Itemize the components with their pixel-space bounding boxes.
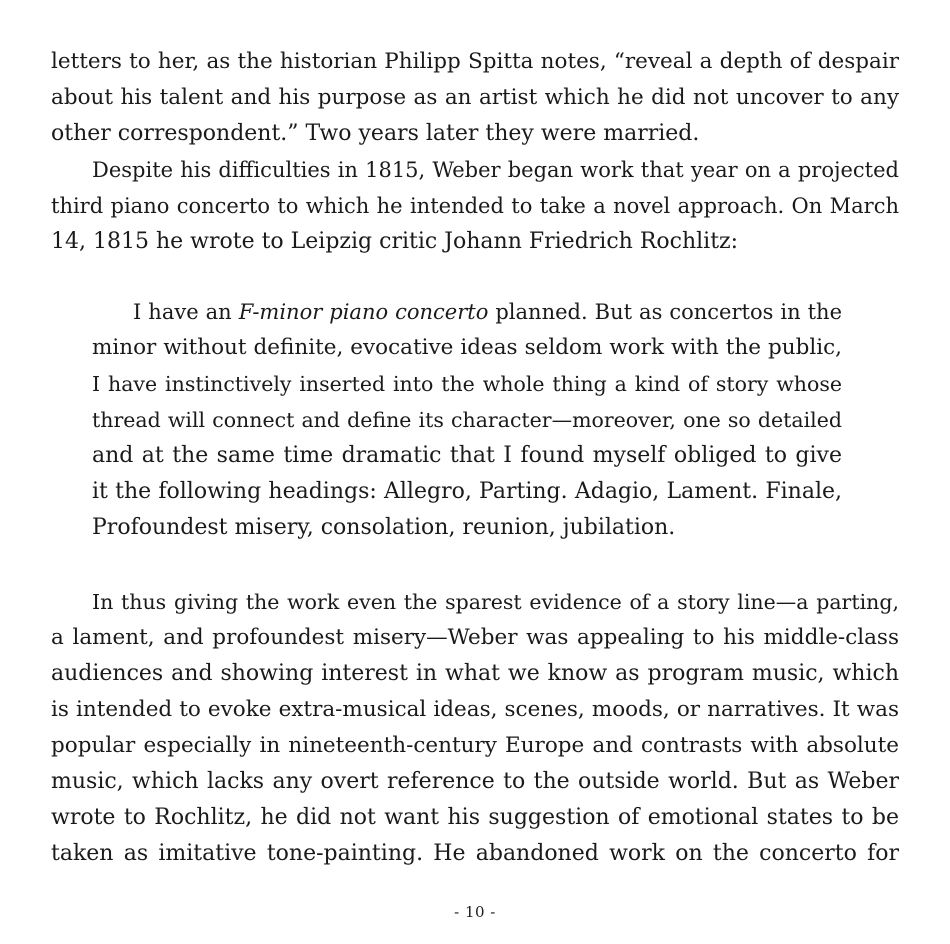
paragraph-3-line-3: audiences and showing interest in what we know as program music, which [51,661,899,686]
paragraph-1-line-1: letters to her, as the historian Philipp Spitta notes, “reveal a depth of despair [51,49,899,74]
paragraph-3 [51,584,899,874]
block-quote-line-3: I have instinctively inserted into the whole thing a kind of story whose [92,372,842,396]
paragraph-3-line-5: popular especially in nineteenth-century Europe and contrasts with absolute [51,733,899,758]
paragraph-1-line-2: about his talent and his purpose as an artist which he did not uncover to any [51,85,899,110]
block-quote-line-6: it the following headings: Allegro, Parting. Adagio, Lament. Finale, [92,479,842,504]
paragraph-3-line-4: is intended to evoke extra-musical ideas, scenes, moods, or narratives. It was [51,697,899,722]
paragraph-3-line-6: music, which lacks any overt reference to the outside world. But as Weber [51,769,899,794]
block-quote-line-5: and at the same time dramatic that I found myself obliged to give [92,443,842,468]
paragraph-3-line-1: In thus giving the work even the sparest evidence of a story line—a parting, [92,590,899,614]
paragraph-2-line-1: Despite his difficulties in 1815, Weber began work that year on a projected [92,158,899,182]
paragraph-3-line-7: wrote to Rochlitz, he did not want his suggestion of emotional states to be [51,805,899,830]
block-quote [92,294,842,548]
block-quote-line-7: Profoundest misery, consolation, reunion, jubilation. [92,515,676,540]
block-quote-line-1-before: I have an [133,300,239,324]
block-quote-italic-title: F-minor piano concerto [238,300,489,324]
paragraph-3-line-2: a lament, and profoundest misery—Weber was appealing to his middle-class [51,625,899,650]
block-quote-line-4: thread will connect and define its character—moreover, one so detailed [92,408,842,432]
paragraph-3-line-8: taken as imitative tone-painting. He abandoned work on the concerto for [51,841,899,866]
page-number: - 10 - [454,903,496,921]
block-quote-line-2: minor without definite, evocative ideas seldom work with the public, [92,335,842,360]
paragraph-1-line-3: other correspondent.” Two years later they were married. [51,121,700,146]
paragraph-2 [51,152,899,262]
paragraph-1 [51,44,899,154]
block-quote-line-1-after: planned. But as concertos in the [488,300,843,324]
block-quote-line-1 [133,294,842,330]
paragraph-2-line-3: 14, 1815 he wrote to Leipzig critic Johann Friedrich Rochlitz: [51,229,739,254]
paragraph-2-line-2: third piano concerto to which he intended to take a novel approach. On March [51,194,899,218]
